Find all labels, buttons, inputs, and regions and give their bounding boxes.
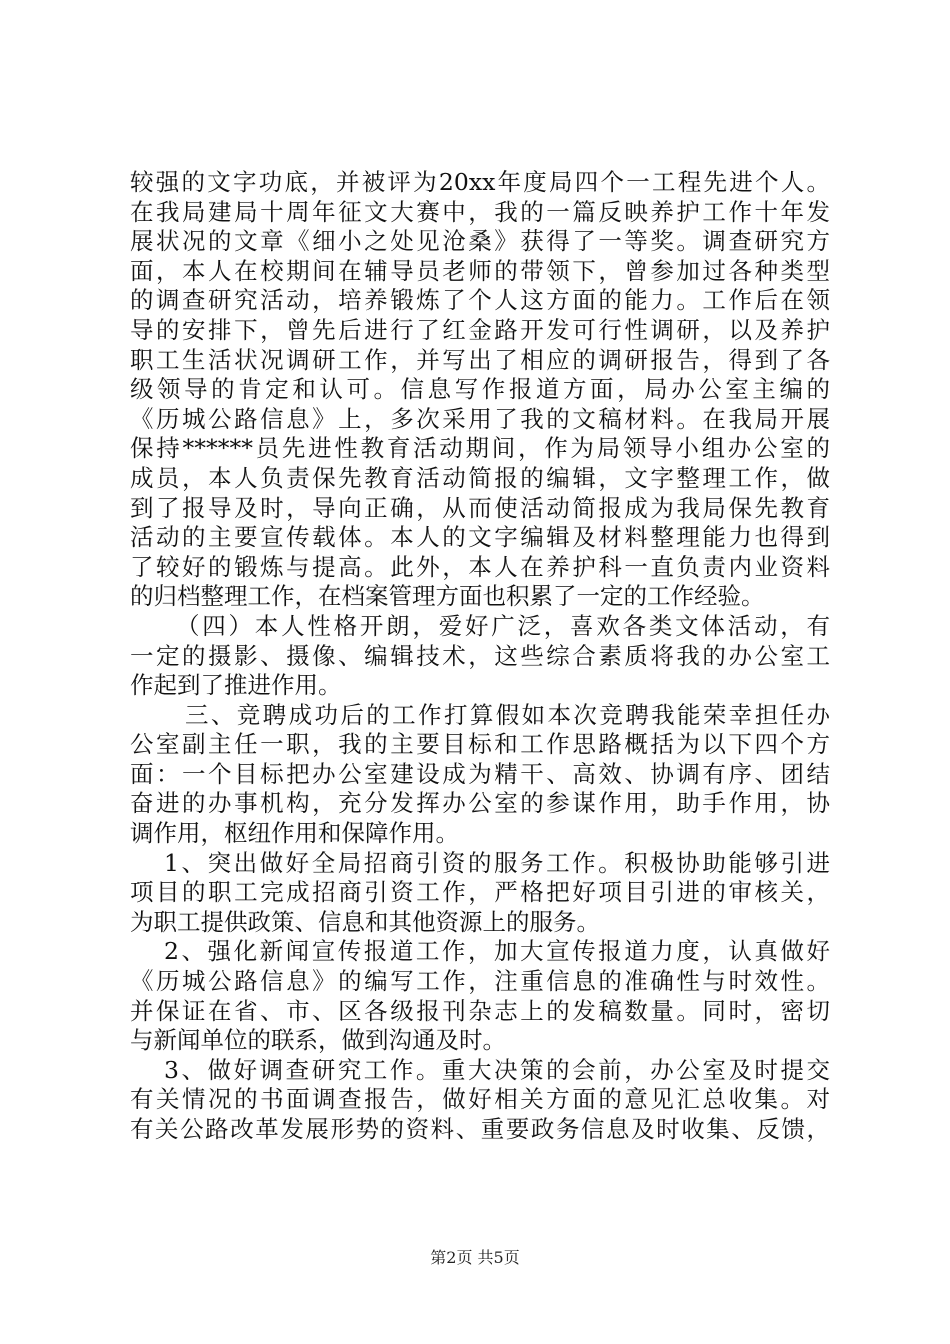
page-number-footer: 第2页 共5页 xyxy=(430,1248,520,1267)
text-line: 成员，本人负责保先教育活动简报的编辑，文字整理工作，做 xyxy=(130,463,830,492)
paragraph-start-line: 3、做好调查研究工作。重大决策的会前，办公室及时提交 xyxy=(164,1055,830,1084)
text-line: 活动的主要宣传载体。本人的文字编辑及材料整理能力也得到 xyxy=(130,523,830,552)
text-line: 保持******员先进性教育活动期间，作为局领导小组办公室的 xyxy=(130,434,830,463)
text-line: 展状况的文章《细小之处见沧桑》获得了一等奖。调查研究方 xyxy=(130,227,830,256)
text-line: 调作用，枢纽作用和保障作用。 xyxy=(130,819,459,848)
text-line: 公室副主任一职，我的主要目标和工作思路概括为以下四个方 xyxy=(130,730,830,759)
paragraph-start-line: （四）本人性格开朗，爱好广泛，喜欢各类文体活动，有 xyxy=(176,611,830,640)
text-line: 到了报导及时，导向正确，从而使活动简报成为我局保先教育 xyxy=(130,493,830,522)
text-line: 作起到了推进作用。 xyxy=(130,671,342,700)
text-line: 面：一个目标把办公室建设成为精干、高效、协调有序、团结 xyxy=(130,759,830,788)
text-line: 有关情况的书面调查报告，做好相关方面的意见汇总收集。对 xyxy=(130,1085,830,1114)
paragraph-start-line: 三、竞聘成功后的工作打算假如本次竞聘我能荣幸担任办 xyxy=(185,700,830,729)
text-line: 较强的文字功底，并被评为20xx年度局四个一工程先进个人。 xyxy=(130,168,830,196)
text-line: 有关公路改革发展形势的资料、重要政务信息及时收集、反馈， xyxy=(130,1115,830,1143)
text-line: 了较好的锻炼与提高。此外，本人在养护科一直负责内业资料 xyxy=(130,552,830,581)
text-line: 的调查研究活动，培养锻炼了个人这方面的能力。工作后在领 xyxy=(130,286,830,315)
text-line: 一定的摄影、摄像、编辑技术，这些综合素质将我的办公室工 xyxy=(130,641,830,670)
text-line: 职工生活状况调研工作，并写出了相应的调研报告，得到了各 xyxy=(130,345,830,374)
text-line: 《历城公路信息》的编写工作，注重信息的准确性与时效性。 xyxy=(130,967,830,996)
text-line: 面，本人在校期间在辅导员老师的带领下，曾参加过各种类型 xyxy=(130,256,830,285)
text-line: 级领导的肯定和认可。信息写作报道方面，局办公室主编的 xyxy=(130,375,830,404)
paragraph-start-line: 1、突出做好全局招商引资的服务工作。积极协助能够引进 xyxy=(164,848,830,877)
document-body xyxy=(130,168,830,1145)
text-line: 奋进的办事机构，充分发挥办公室的参谋作用，助手作用，协 xyxy=(130,789,830,818)
paragraph-start-line: 2、强化新闻宣传报道工作，加大宣传报道力度，认真做好 xyxy=(164,937,830,966)
text-line: 的归档整理工作，在档案管理方面也积累了一定的工作经验。 xyxy=(130,582,765,611)
text-line: 与新闻单位的联系，做到沟通及时。 xyxy=(130,1026,506,1055)
text-line: 为职工提供政策、信息和其他资源上的服务。 xyxy=(130,907,600,936)
text-line: 并保证在省、市、区各级报刊杂志上的发稿数量。同时，密切 xyxy=(130,996,830,1025)
text-line: 项目的职工完成招商引资工作，严格把好项目引进的审核关， xyxy=(130,878,830,907)
text-line: 导的安排下，曾先后进行了红金路开发可行性调研，以及养护 xyxy=(130,315,830,344)
text-line: 在我局建局十周年征文大赛中，我的一篇反映养护工作十年发 xyxy=(130,197,830,226)
text-line: 《历城公路信息》上，多次采用了我的文稿材料。在我局开展 xyxy=(130,404,830,433)
